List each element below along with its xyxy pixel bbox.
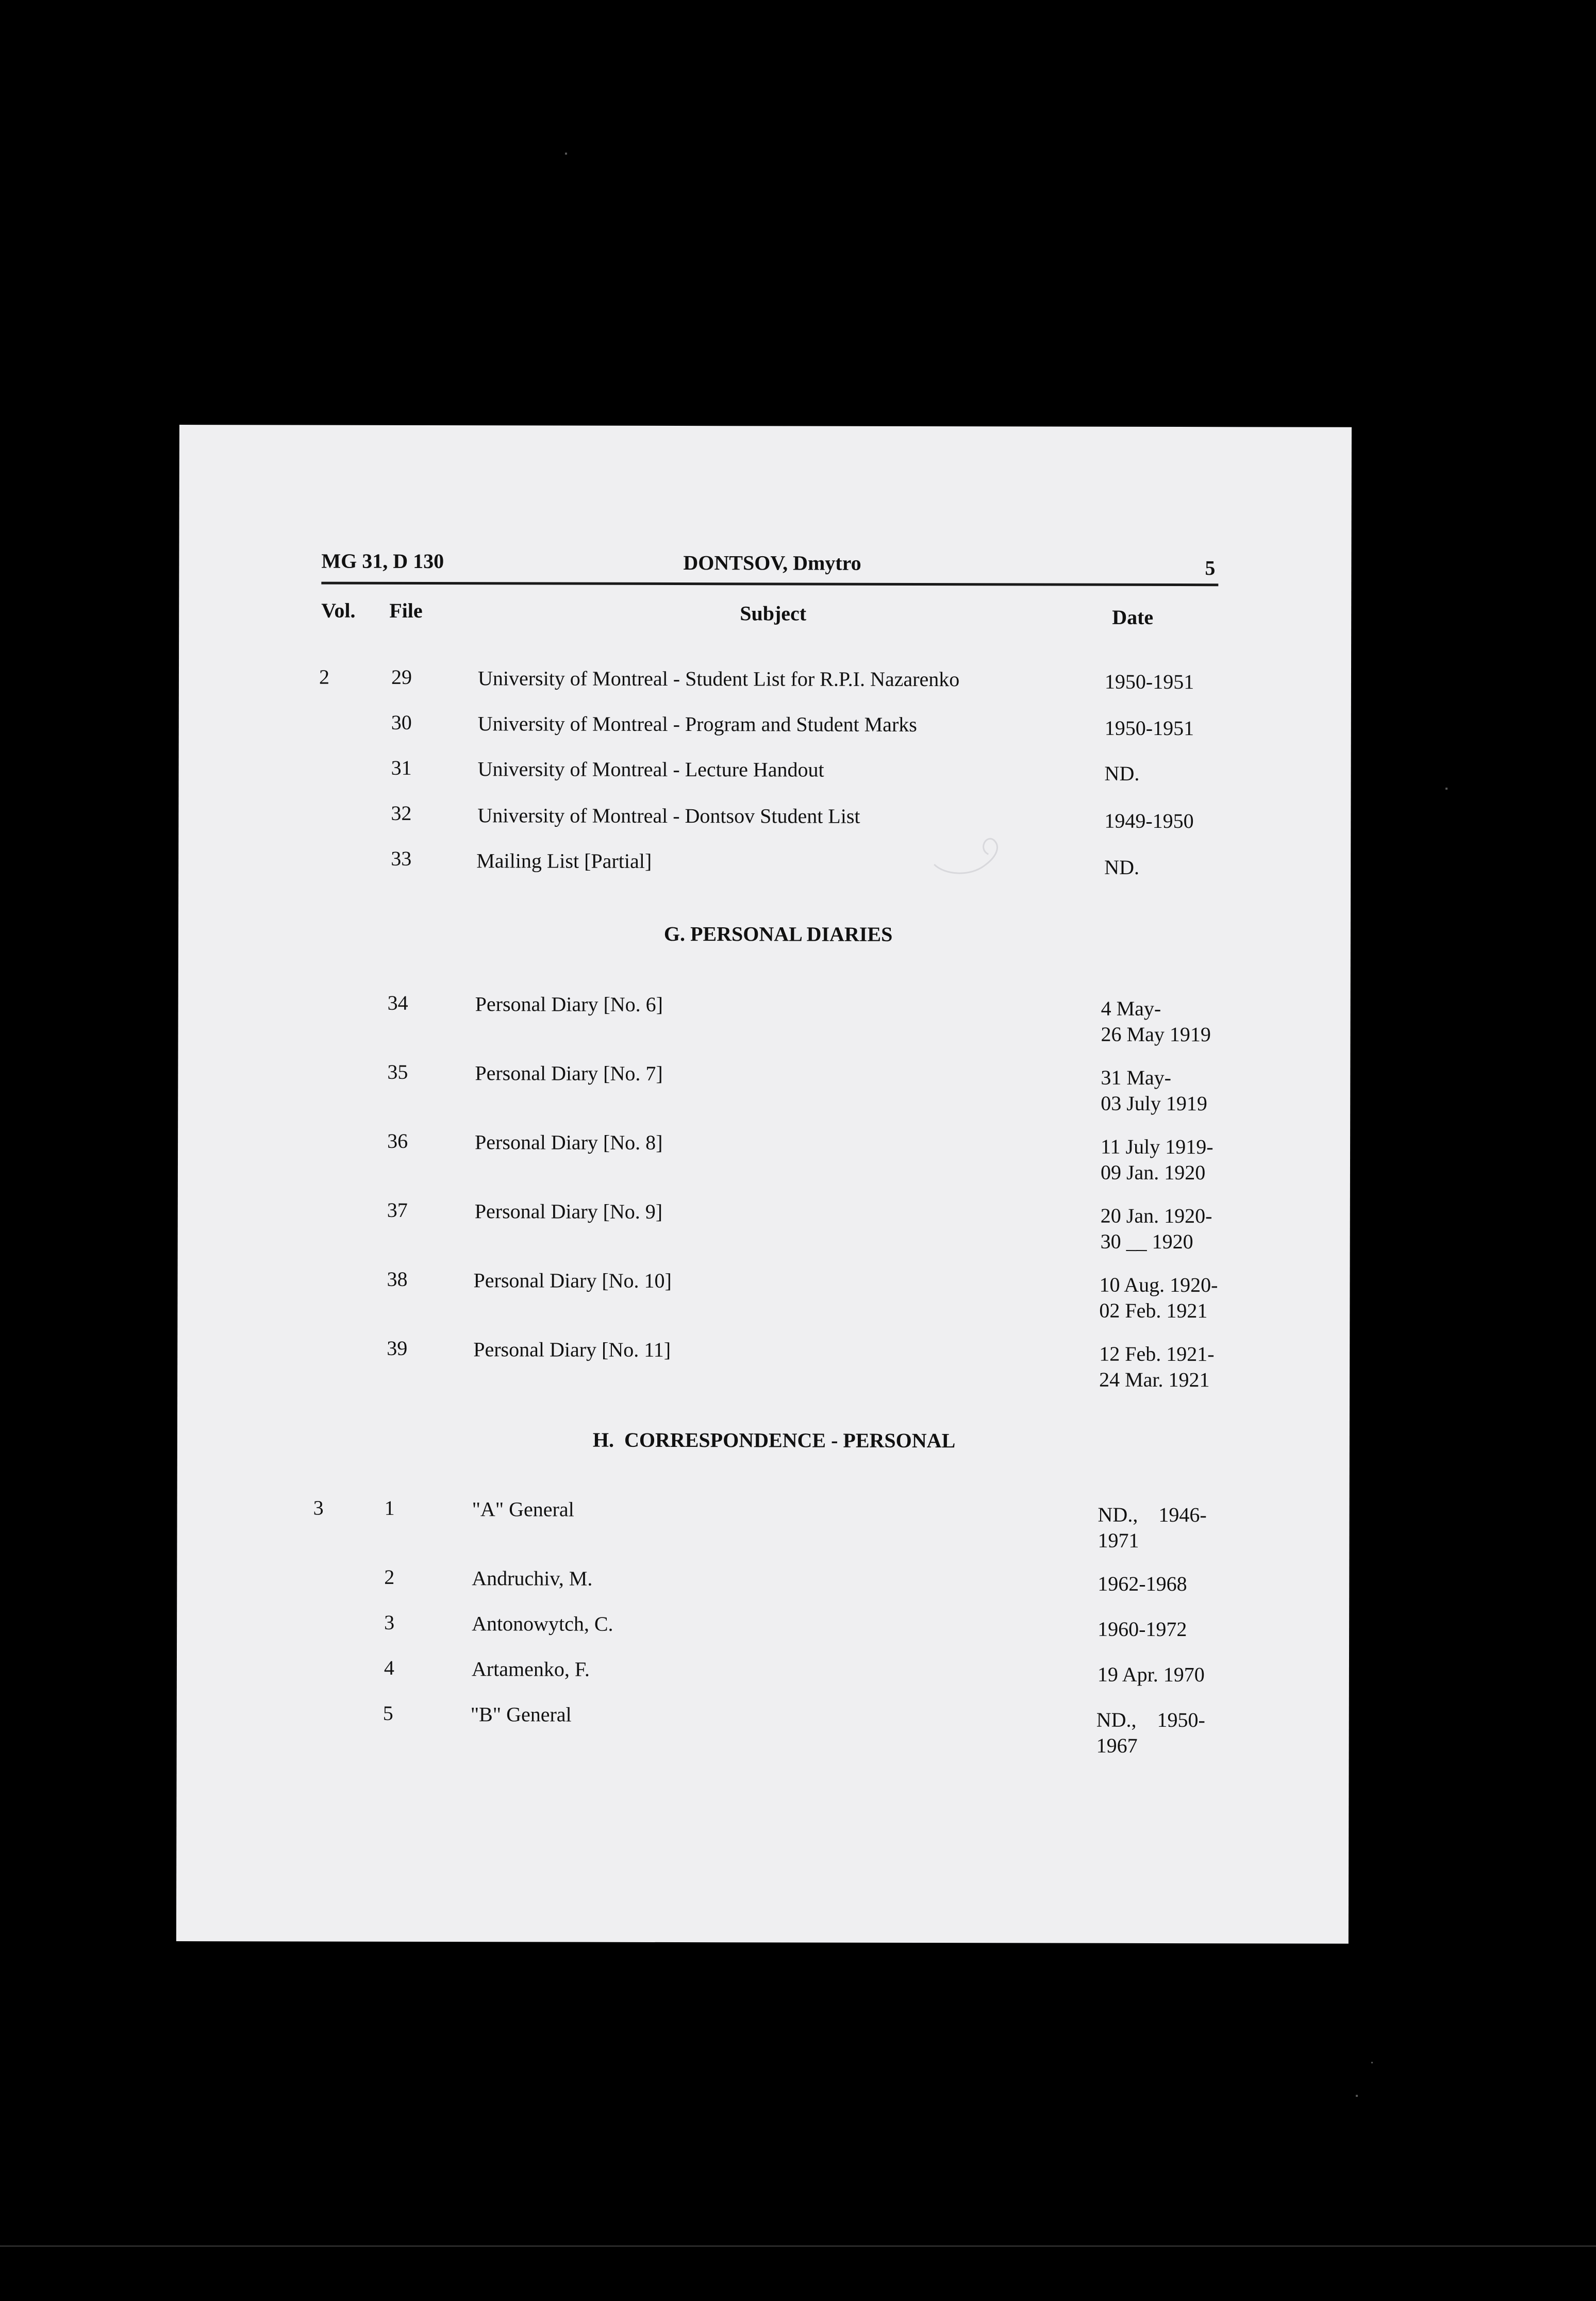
section-heading-personal-diaries: G. PERSONAL DIARIES xyxy=(663,922,893,946)
vol-number: 3 xyxy=(313,1496,324,1520)
header-rule xyxy=(321,582,1218,587)
date-text: ND., 1946- 1971 xyxy=(1098,1503,1207,1552)
file-number: 36 xyxy=(387,1129,408,1153)
vol-number: 2 xyxy=(319,665,330,689)
column-date: Date xyxy=(1112,605,1154,629)
file-number: 4 xyxy=(384,1656,394,1679)
date-text: 20 Jan. 1920- 30 __ 1920 xyxy=(1100,1204,1212,1254)
date-text: 1960-1972 xyxy=(1098,1617,1187,1641)
file-number: 34 xyxy=(387,991,408,1014)
scan-speck xyxy=(1356,2095,1358,2097)
date-text: 11 July 1919- 09 Jan. 1920 xyxy=(1100,1135,1213,1185)
subject-text: Antonowytch, C. xyxy=(472,1612,613,1636)
file-number: 37 xyxy=(387,1198,408,1222)
file-number: 30 xyxy=(391,710,412,734)
date-text: 1949-1950 xyxy=(1104,809,1194,833)
date-text: 10 Aug. 1920- 02 Feb. 1921 xyxy=(1099,1273,1218,1323)
pencil-mark-scribble xyxy=(929,833,1006,880)
subject-text: Personal Diary [No. 8] xyxy=(475,1130,663,1154)
subject-text: Personal Diary [No. 9] xyxy=(474,1199,663,1223)
subject-text: Artamenko, F. xyxy=(471,1657,590,1681)
date-text: 12 Feb. 1921- 24 Mar. 1921 xyxy=(1099,1342,1215,1392)
subject-text: University of Montreal - Student List for R.P.I. Nazarenko xyxy=(477,666,960,691)
file-number: 2 xyxy=(384,1565,395,1589)
file-number: 31 xyxy=(391,756,412,779)
scan-speck xyxy=(1371,2062,1373,2063)
file-number: 29 xyxy=(391,665,412,689)
date-text: 19 Apr. 1970 xyxy=(1097,1662,1205,1687)
scan-edge-line xyxy=(0,2245,1596,2247)
collection-title: DONTSOV, Dmytro xyxy=(683,551,861,575)
file-number: 32 xyxy=(391,801,412,825)
subject-text: "A" General xyxy=(472,1497,574,1521)
file-number: 38 xyxy=(387,1267,408,1291)
subject-text: University of Montreal - Program and Student Marks xyxy=(477,712,917,736)
column-file: File xyxy=(389,598,423,622)
subject-text: "B" General xyxy=(470,1703,572,1726)
subject-text: University of Montreal - Lecture Handout xyxy=(477,757,824,781)
subject-text: Personal Diary [No. 11] xyxy=(473,1338,671,1361)
date-text: 4 May- 26 May 1919 xyxy=(1101,996,1211,1046)
file-number: 33 xyxy=(391,846,412,870)
subject-text: Personal Diary [No. 6] xyxy=(475,992,663,1016)
date-text: 1950-1951 xyxy=(1104,716,1194,740)
file-number: 35 xyxy=(387,1060,408,1083)
subject-text: Andruchiv, M. xyxy=(472,1566,593,1590)
document-page xyxy=(176,425,1352,1944)
date-text: ND. xyxy=(1104,855,1140,879)
section-heading-correspondence-personal: H. CORRESPONDENCE - PERSONAL xyxy=(592,1428,956,1453)
reference-number: MG 31, D 130 xyxy=(321,549,444,573)
date-text: 31 May- 03 July 1919 xyxy=(1101,1065,1207,1115)
file-number: 3 xyxy=(384,1610,395,1634)
date-text: 1962-1968 xyxy=(1098,1572,1187,1596)
file-number: 1 xyxy=(384,1496,395,1520)
date-text: ND., 1950- 1967 xyxy=(1096,1708,1205,1757)
subject-text: University of Montreal - Dontsov Student List xyxy=(477,804,860,828)
date-text: 1950-1951 xyxy=(1104,670,1194,694)
file-number: 39 xyxy=(387,1336,408,1360)
subject-text: Personal Diary [No. 7] xyxy=(475,1061,663,1085)
date-text: ND. xyxy=(1104,761,1140,785)
scan-speck xyxy=(565,153,567,155)
scan-speck xyxy=(1445,788,1448,790)
subject-text: Mailing List [Partial] xyxy=(476,849,652,873)
file-number: 5 xyxy=(383,1701,393,1725)
column-subject: Subject xyxy=(740,602,807,625)
page-number: 5 xyxy=(1205,556,1216,580)
column-vol: Vol. xyxy=(321,598,356,622)
subject-text: Personal Diary [No. 10] xyxy=(473,1269,672,1293)
